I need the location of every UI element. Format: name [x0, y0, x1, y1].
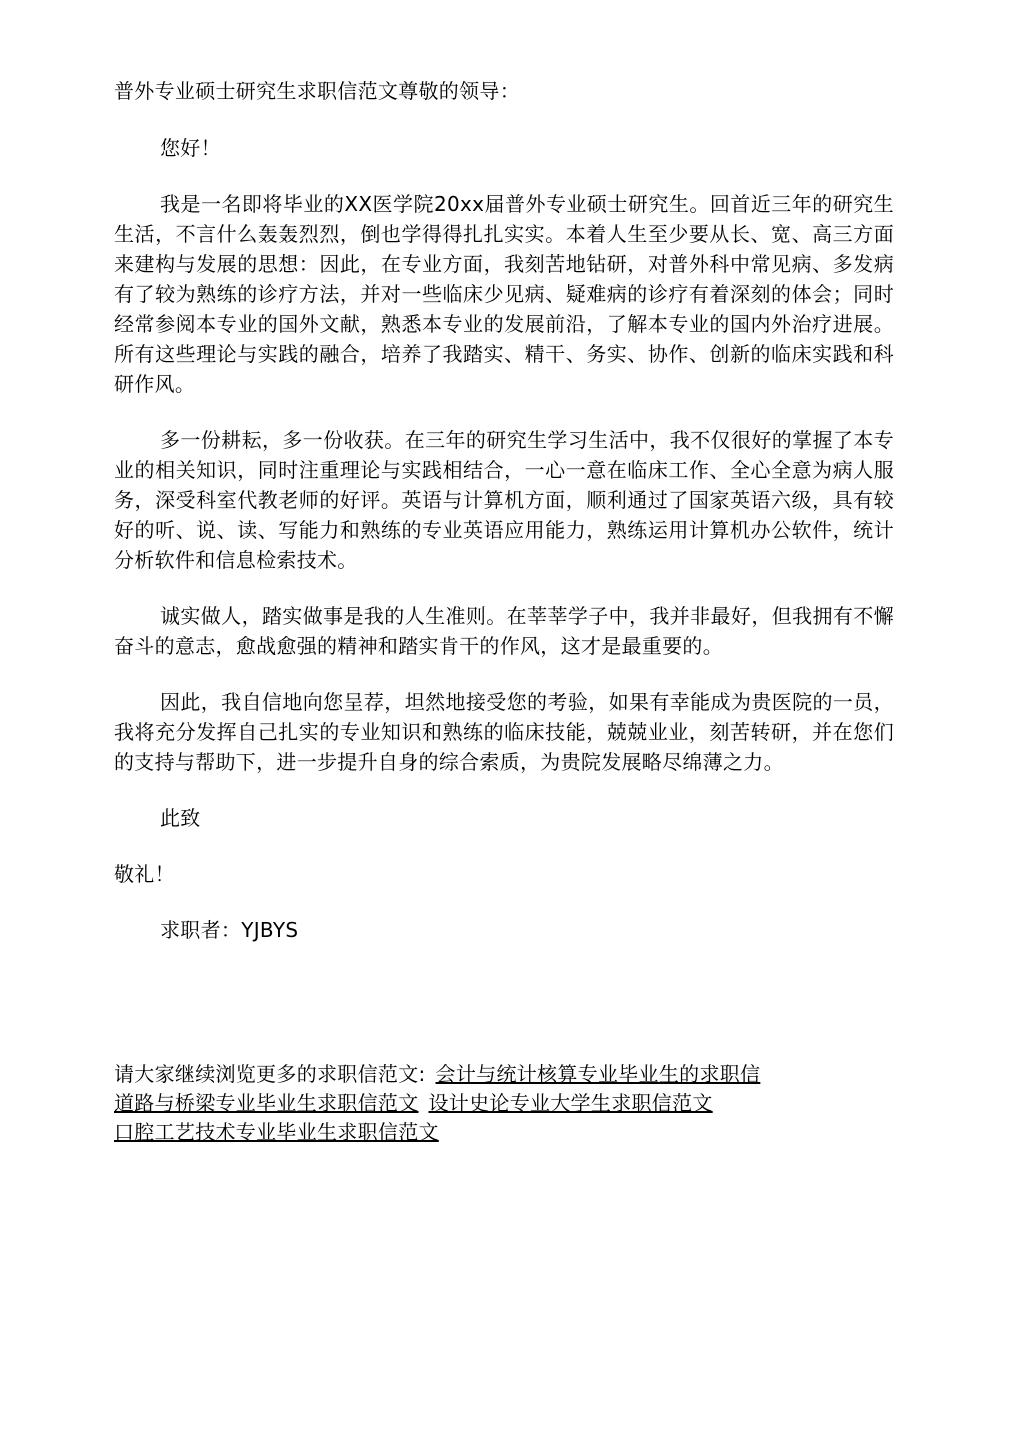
- letter-signature: 求职者：YJBYS: [160, 918, 299, 942]
- related-link[interactable]: 会计与统计核算专业毕业生的求职信: [435, 1062, 761, 1086]
- letter-paragraph: 因此，我自信地向您呈荐，坦然地接受您的考验，如果有幸能成为贵医院的一员，我将充分发挥自己扎实的专业知识和熟练的临床技能，兢兢业业，刻苦转研，并在您们的支持与帮助下，进一步提升自身的综合索质，为贵院发展略尽绵薄之力。: [114, 690, 894, 774]
- related-row: [114, 1060, 914, 1089]
- letter-paragraph: 多一份耕耘，多一份收获。在三年的研究生学习生活中，我不仅很好的掌握了本专业的相关知识，同时注重理论与实践相结合，一心一意在临床工作、全心全意为病人服务，深受科室代教老师的好评。英语与计算机方面，顺利通过了国家英语六级，具有较好的听、说、读、写能力和熟练的专业英语应用能力，熟练运用计算机办公软件，统计分析软件和信息检索技术。: [114, 428, 894, 572]
- related-row: [114, 1089, 914, 1118]
- related-intro: 请大家继续浏览更多的求职信范文:: [114, 1062, 426, 1086]
- related-row: [114, 1118, 914, 1147]
- related-link[interactable]: 设计史论专业大学生求职信范文: [428, 1091, 713, 1115]
- letter-heading: 普外专业硕士研究生求职信范文尊敬的领导：: [114, 79, 520, 103]
- related-link[interactable]: 道路与桥梁专业毕业生求职信范文: [114, 1091, 419, 1115]
- letter-paragraph: 我是一名即将毕业的XX医学院20xx届普外专业硕士研究生。回首近三年的研究生生活，不言什么轰轰烈烈，倒也学得得扎扎实实。本着人生至少要从长、宽、高三方面来建构与发展的思想：因此，在专业方面，我刻苦地钻研，对普外科中常见病、多发病有了较为熟练的诊疗方法，并对一些临床少见病、疑难病的诊疗有着深刻的体会；同时经常参阅本专业的国外文献，熟悉本专业的发展前沿，了解本专业的国内外治疗进展。所有这些理论与实践的融合，培养了我踏实、精干、务实、协作、创新的临床实践和科研作风。: [114, 192, 894, 396]
- letter-body: [114, 76, 894, 945]
- letter-paragraph: 诚实做人，踏实做事是我的人生准则。在莘莘学子中，我并非最好，但我拥有不懈奋斗的意志，愈战愈强的精神和踏实肯干的作风，这才是最重要的。: [114, 604, 894, 658]
- letter-greeting: 您好！: [160, 136, 221, 160]
- letter-salute: 敬礼！: [114, 862, 175, 886]
- related-links: [114, 1060, 914, 1147]
- letter-closing: 此致: [160, 806, 201, 830]
- related-link[interactable]: 口腔工艺技术专业毕业生求职信范文: [114, 1120, 439, 1144]
